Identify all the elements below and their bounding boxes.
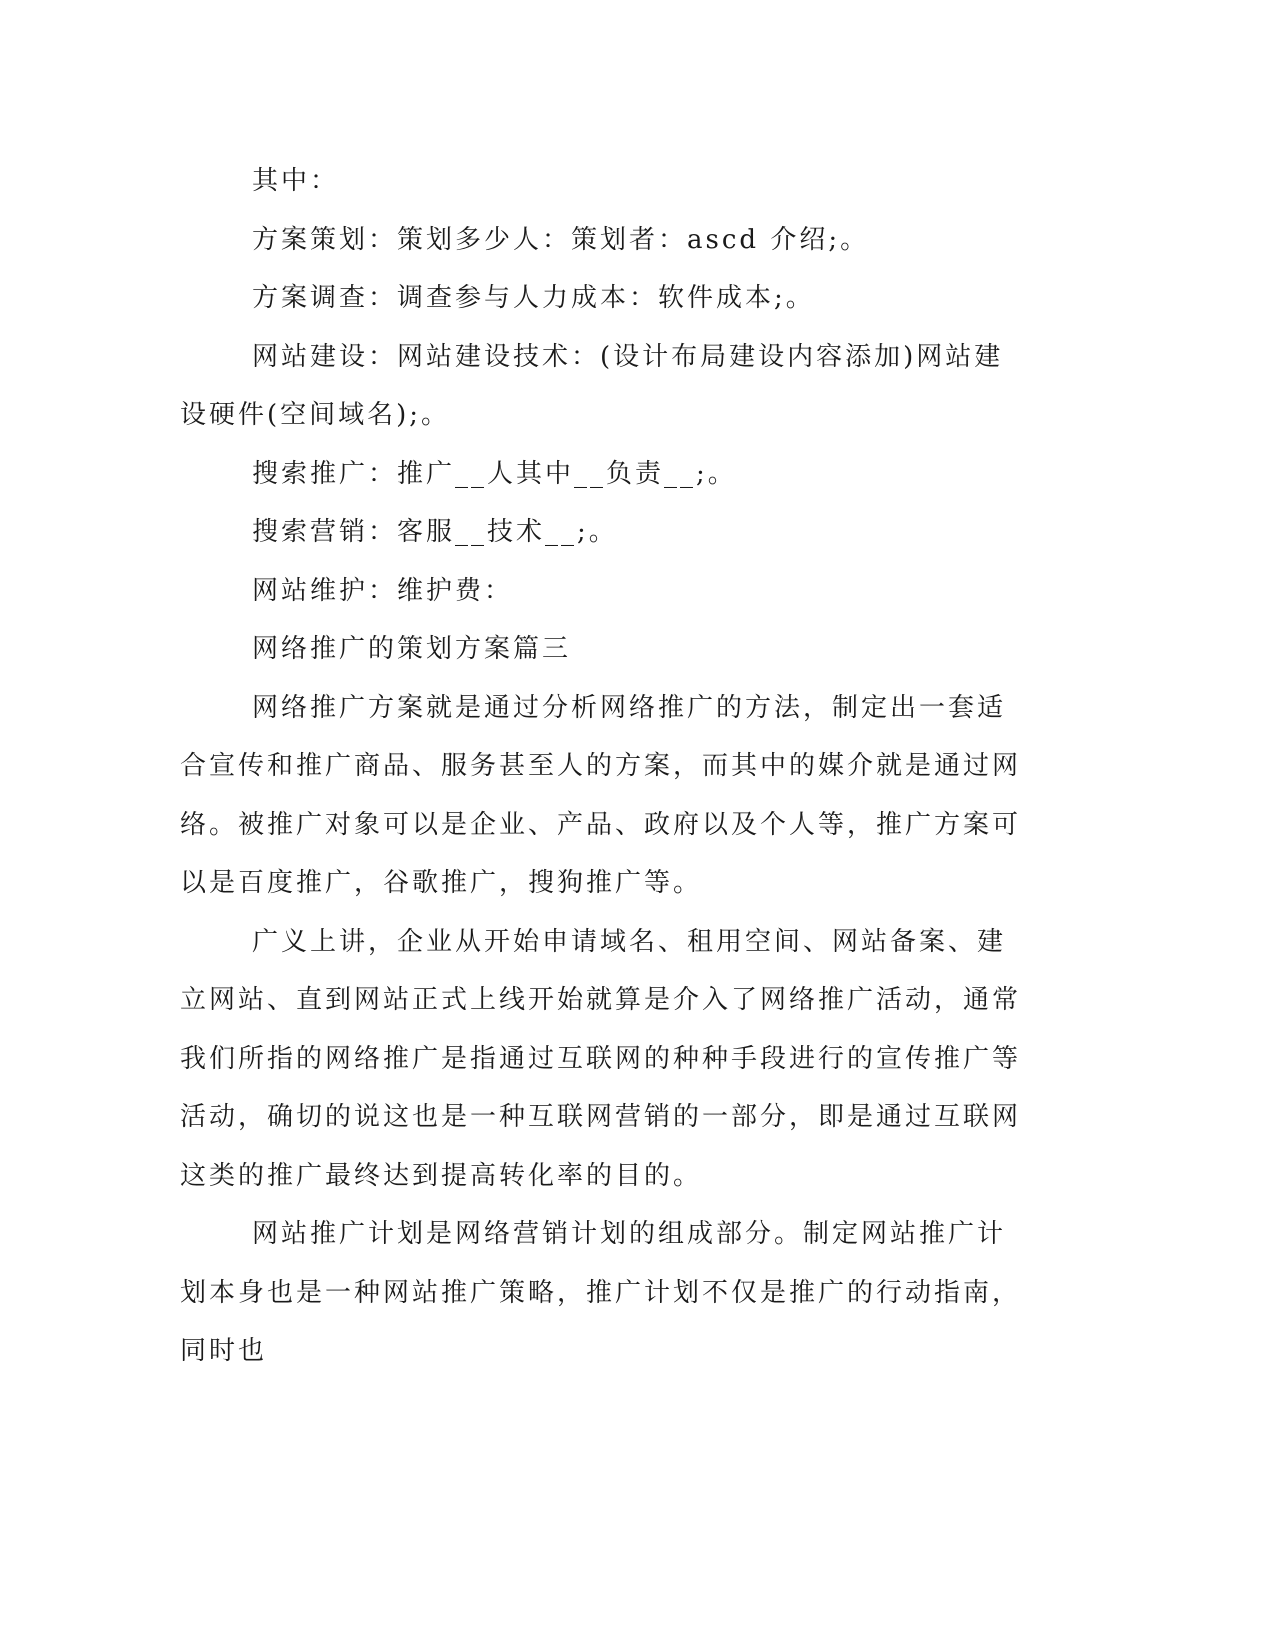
paragraph-survey: 方案调查：调查参与人力成本：软件成本;。 bbox=[252, 283, 815, 313]
paragraph-planning: 方案策划：策划多少人：策划者：ascd 介绍;。 bbox=[252, 224, 870, 255]
paragraph-promotion-plan: 网站推广计划是网络营销计划的组成部分。制定网站推广计划本身也是一种网站推广策略，推广计划不仅是推广的行动指南，同时也 bbox=[180, 1219, 1022, 1366]
section-heading: 网络推广的策划方案篇三 bbox=[252, 634, 572, 664]
paragraph-search-promotion: 搜索推广：推广__人其中__负责__;。 bbox=[252, 458, 737, 489]
paragraph-search-marketing: 搜索营销：客服__技术__;。 bbox=[252, 517, 618, 547]
paragraph-maintenance: 网站维护：维护费： bbox=[252, 575, 514, 606]
document-page bbox=[180, 152, 1026, 1381]
paragraph-broad-sense: 广义上讲，企业从开始申请域名、租用空间、网站备案、建立网站、直到网站正式上线开始就算是介入了网络推广活动，通常我们所指的网络推广是指通过互联网的种种手段进行的宣传推广等活动，确切的说这也是一种互联网营销的一部分，即是通过互联网这类的推广最终达到提高转化率的目的。 bbox=[180, 926, 1022, 1191]
paragraph-plan-definition: 网络推广方案就是通过分析网络推广的方法，制定出一套适合宣传和推广商品、服务甚至人的方案，而其中的媒介就是通过网络。被推广对象可以是企业、产品、政府以及个人等，推广方案可以是百度推广，谷歌推广，搜狗推广等。 bbox=[180, 692, 1022, 898]
paragraph-intro: 其中： bbox=[252, 166, 340, 196]
paragraph-site-building: 网站建设：网站建设技术：(设计布局建设内容添加)网站建设硬件(空间域名);。 bbox=[180, 341, 1004, 430]
